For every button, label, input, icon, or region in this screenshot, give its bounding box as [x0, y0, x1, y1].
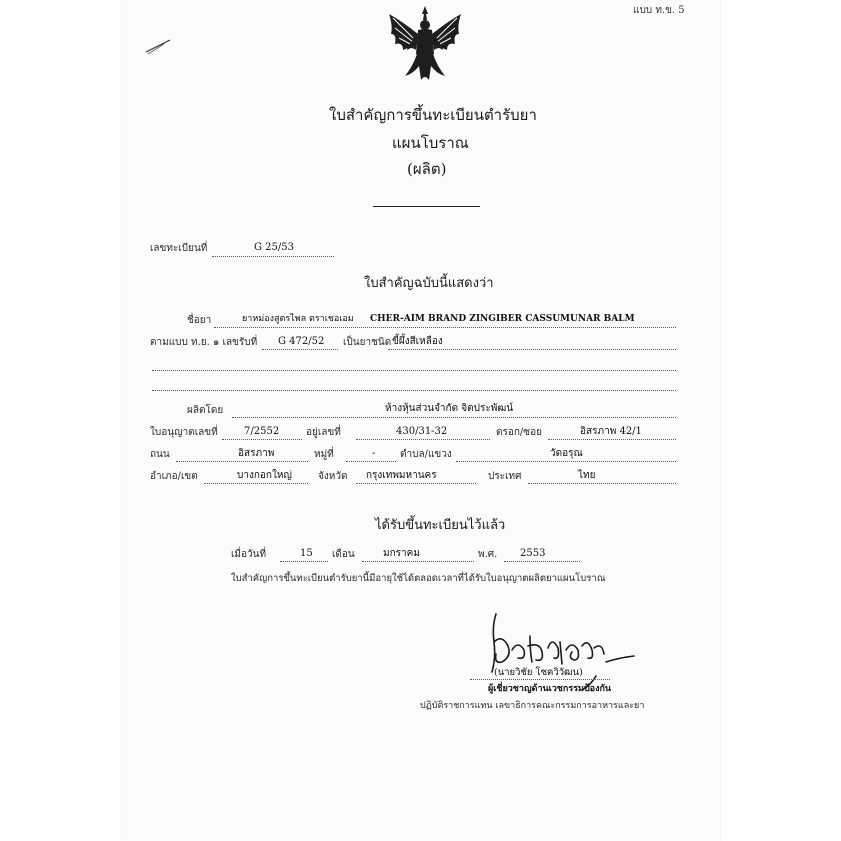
subdistrict-value: วัดอรุณ — [550, 448, 583, 459]
date-year: 2553 — [520, 548, 546, 559]
garuda-emblem-icon — [383, 4, 467, 86]
address-dots — [356, 439, 490, 440]
year-label: พ.ศ. — [478, 549, 498, 560]
drug-type-label: เป็นยาชนิด — [343, 337, 392, 348]
form-ref-value: G 472/52 — [278, 336, 325, 347]
heading-registered: ได้รับขึ้นทะเบียนไว้แล้ว — [375, 518, 506, 533]
title-line-2: แผนโบราณ — [392, 134, 469, 152]
lane-label: ตรอก/ซอย — [496, 427, 542, 438]
subdistrict-dots — [456, 461, 676, 462]
blank-line-2 — [152, 390, 676, 391]
drug-type-dots — [388, 349, 676, 350]
blank-line-1 — [152, 370, 676, 371]
lane-value: อิสรภาพ 42/1 — [580, 426, 642, 437]
road-value: อิสรภาพ — [238, 448, 275, 459]
registration-no-label: เลขทะเบียนที่ — [150, 243, 208, 254]
month-dots — [362, 561, 474, 562]
day-dots — [280, 561, 328, 562]
signatory-position-1: ผู้เชี่ยวชาญด้านเวชกรรมป้องกัน — [488, 684, 612, 694]
date-month: มกราคม — [383, 548, 420, 559]
province-value: กรุงเทพมหานคร — [366, 470, 437, 481]
license-dots — [222, 439, 302, 440]
address-label: อยู่เลขที่ — [306, 427, 341, 438]
date-day: 15 — [300, 548, 313, 559]
country-dots — [528, 483, 676, 484]
moo-value: - — [372, 448, 376, 459]
heading-certify: ใบสำคัญฉบับนี้แสดงว่า — [364, 276, 494, 291]
title-underline — [373, 206, 480, 207]
form-ref-dots — [262, 349, 338, 350]
drug-name-en: CHER-AIM BRAND ZINGIBER CASSUMUNAR BALM — [370, 314, 635, 324]
road-label: ถนน — [150, 449, 170, 460]
manufacturer-value: ห้างหุ้นส่วนจำกัด จิตประพัฒน์ — [385, 403, 514, 414]
registration-no-dots — [212, 256, 334, 257]
province-dots — [356, 483, 476, 484]
drug-name-th: ยาหม่องสูตรไพล ตราเชอเอม — [242, 314, 354, 324]
month-label: เดือน — [332, 549, 355, 560]
country-value: ไทย — [578, 470, 596, 481]
road-dots — [176, 461, 308, 462]
lane-dots — [548, 439, 676, 440]
district-label: อำเภอ/เขต — [150, 471, 198, 482]
year-dots — [504, 561, 580, 562]
manufacturer-dots — [232, 417, 676, 418]
certificate-page — [122, 0, 720, 841]
date-label: เมื่อวันที่ — [231, 549, 267, 560]
country-label: ประเทศ — [488, 471, 522, 482]
signatory-name: (นายวิชัย โชควิวัฒน) — [494, 667, 583, 678]
moo-label: หมู่ที่ — [314, 449, 334, 460]
subdistrict-label: ตำบล/แขวง — [400, 449, 452, 460]
drug-name-label: ชื่อยา — [187, 315, 212, 326]
address-value: 430/31-32 — [396, 426, 448, 437]
title-line-1: ใบสำคัญการขึ้นทะเบียนตำรับยา — [329, 106, 537, 124]
license-value: 7/2552 — [244, 426, 280, 437]
moo-dots — [346, 461, 396, 462]
validity-note: ใบสำคัญการขึ้นทะเบียนตำรับยานี้มีอายุใช้ได้ตลอดเวลาที่ได้รับใบอนุญาตผลิตยาแผนโบราณ — [231, 573, 606, 584]
district-value: บางกอกใหญ่ — [237, 470, 292, 481]
drug-name-dots — [214, 327, 676, 328]
signatory-position-2: ปฏิบัติราชการแทน เลขาธิการคณะกรรมการอาหารและยา — [420, 701, 645, 711]
title-line-3: (ผลิต) — [407, 160, 447, 178]
form-ref-label: ตามแบบ ท.ย. ๑ เลขรับที่ — [150, 337, 258, 348]
manufacturer-label: ผลิตโดย — [187, 405, 224, 416]
form-code: แบบ ท.ข. 5 — [633, 5, 685, 16]
drug-type-value: ขี้ผึ้งสีเหลือง — [392, 336, 443, 347]
signatory-name-dots — [470, 679, 610, 680]
district-dots — [204, 483, 308, 484]
registration-no-value: G 25/53 — [254, 242, 294, 253]
pen-mark-icon — [144, 36, 174, 56]
province-label: จังหวัด — [318, 471, 348, 482]
license-label: ใบอนุญาตเลขที่ — [150, 427, 218, 438]
